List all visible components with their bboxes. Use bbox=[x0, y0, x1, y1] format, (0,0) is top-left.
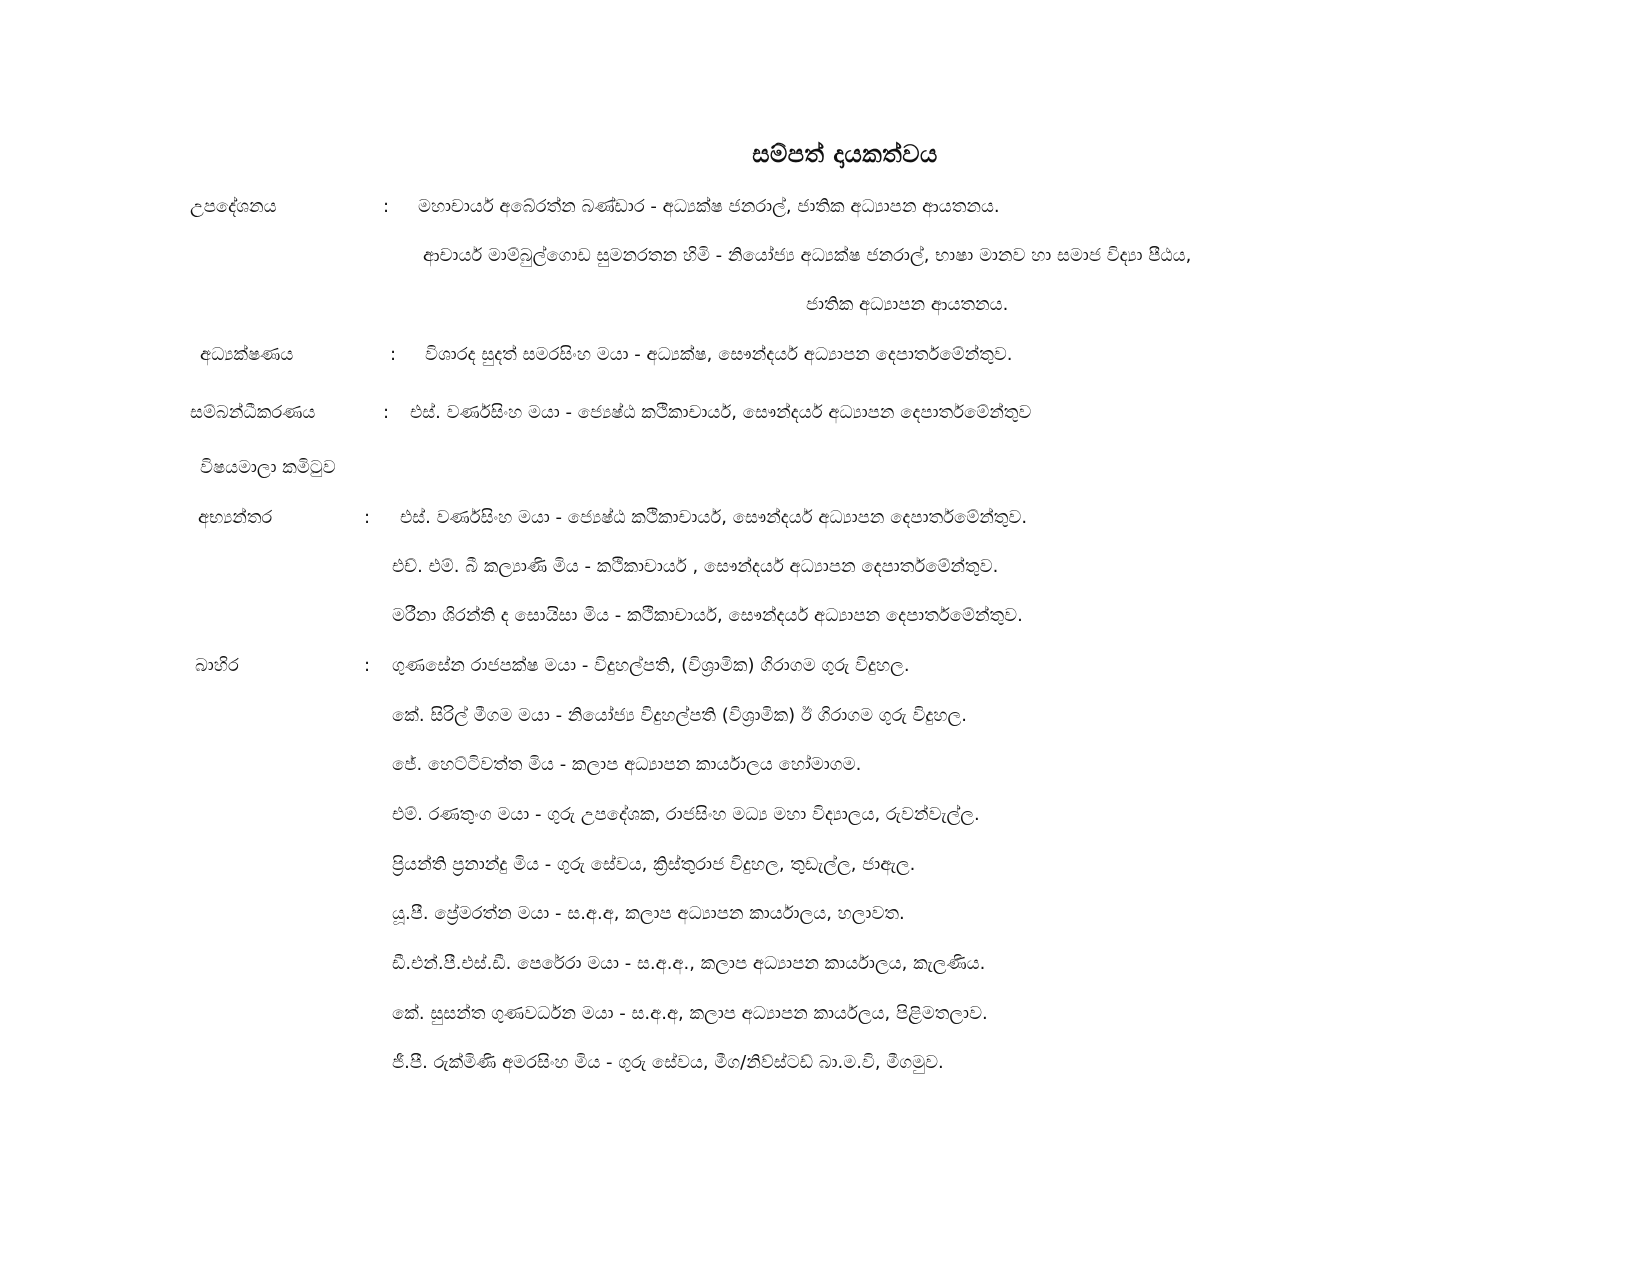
committee-heading: විෂයමාලා කමිටුව bbox=[200, 457, 336, 478]
coordination-line-1: එස්. වර්ණසිංහ මයා - ජ්‍යෙෂ්ඨ කථිකාචාර්ය, සෞන්දර්ය අධ්‍යාපන දෙපාර්තමේන්තුව bbox=[410, 402, 1032, 423]
page-title: සම්පත් දායකත්වය bbox=[752, 140, 938, 168]
internal-line-2: එච්. එම්. බී කල්‍යාණි මිය - කථිකාචාර්ය , සෞන්දර්ය අධ්‍යාපන දෙපාර්තමේන්තුව. bbox=[392, 556, 999, 577]
advisory-line-2: ආචාර්ය මාම්බුල්ගොඩ සුමනරතන හිමි - නියෝජ්‍ය අධ්‍යක්ෂ ජනරාල්, භාෂා මානව හා සමාජ විද්‍යා පීඨය, bbox=[423, 245, 1192, 266]
external-label: බාහිර bbox=[195, 655, 239, 676]
advisory-line-1: මහාචාර්ය අබේරත්න බණ්ඩාර - අධ්‍යක්ෂ ජනරාල්, ජාතික අධ්‍යාපන ආයතනය. bbox=[418, 196, 1000, 217]
external-line-1: ගුණසේන රාජපක්ෂ මයා - විදුහල්පති, (විශ්‍රාමික) ගිරාගම ගුරු විදුහල. bbox=[392, 655, 910, 676]
external-line-8: කේ. සුසන්ත ගුණවර්ධන මයා - ස.අ.අ, කලාප අධ්‍යාපන කාර්යලය, පිළිමතලාව. bbox=[392, 1003, 988, 1024]
external-line-5: ප්‍රියන්ති ප්‍රනාන්දු මිය - ගුරු සේවය, ක්‍රිස්තුරාජ විදුහල, තුඩැල්ල, ජාඇල. bbox=[392, 854, 916, 875]
direction-line-1: විශාරද සුදත් සමරසිංහ මයා - අධ්‍යක්ෂ, සෞන්දර්ය අධ්‍යාපන දෙපාර්තමේන්තුව. bbox=[425, 344, 1013, 365]
internal-line-1: එස්. වර්ණසිංහ මයා - ජ්‍යෙෂ්ඨ කථිකාචාර්ය, සෞන්දර්ය අධ්‍යාපන දෙපාර්තමේන්තුව. bbox=[400, 507, 1028, 528]
advisory-label: උපදේශනය bbox=[190, 196, 277, 217]
external-line-4: එම්. රණතුංග මයා - ගුරු උපදේශක, රාජසිංහ මධ්‍ය මහා විද්‍යාලය, රුවන්වැල්ල. bbox=[392, 804, 980, 825]
advisory-colon: : bbox=[383, 196, 390, 217]
external-line-2: කේ. සිරිල් මීගම මයා - නියෝජ්‍ය විදුහල්පති (විශ්‍රාමික) ඊ ගිරාගම ගුරු විදුහල. bbox=[392, 705, 967, 726]
coordination-label: සම්බන්ධීකරණය bbox=[190, 402, 316, 423]
internal-label: අභ්‍යන්තර bbox=[198, 507, 273, 528]
internal-colon: : bbox=[364, 507, 371, 528]
external-colon: : bbox=[364, 655, 371, 676]
direction-colon: : bbox=[390, 344, 397, 365]
external-line-7: ඩී.එන්.පී.එස්.ඩී. පෙරේරා මයා - ස.අ.අ., කලාප අධ්‍යාපන කාර්යාලය, කැලණිය. bbox=[392, 953, 986, 974]
advisory-line-3: ජාතික අධ්‍යාපන ආයතනය. bbox=[806, 294, 1009, 315]
direction-label: අධ්‍යක්ෂණය bbox=[200, 344, 294, 365]
external-line-9: ජී.පී. රුක්මිණි අමරසිංහ මිය - ගුරු සේවය, මීග/නිව්ස්ටඩ් බා.ම.වි, මීගමුව. bbox=[392, 1052, 944, 1073]
internal-line-3: මරීනා ශිරන්ති ද සොයිසා මිය - කථිකාචාර්ය, සෞන්දර්ය අධ්‍යාපන දෙපාර්තමේන්තුව. bbox=[392, 605, 1023, 626]
external-line-6: යූ.පී. ප්‍රේමරත්න මයා - ස.අ.අ, කලාප අධ්‍යාපන කාර්යාලය, හලාවත. bbox=[392, 903, 905, 924]
external-line-3: ජේ. හෙට්ටිවත්ත මිය - කලාප අධ්‍යාපන කාර්යාලය හෝමාගම. bbox=[392, 754, 862, 775]
coordination-colon: : bbox=[383, 402, 390, 423]
